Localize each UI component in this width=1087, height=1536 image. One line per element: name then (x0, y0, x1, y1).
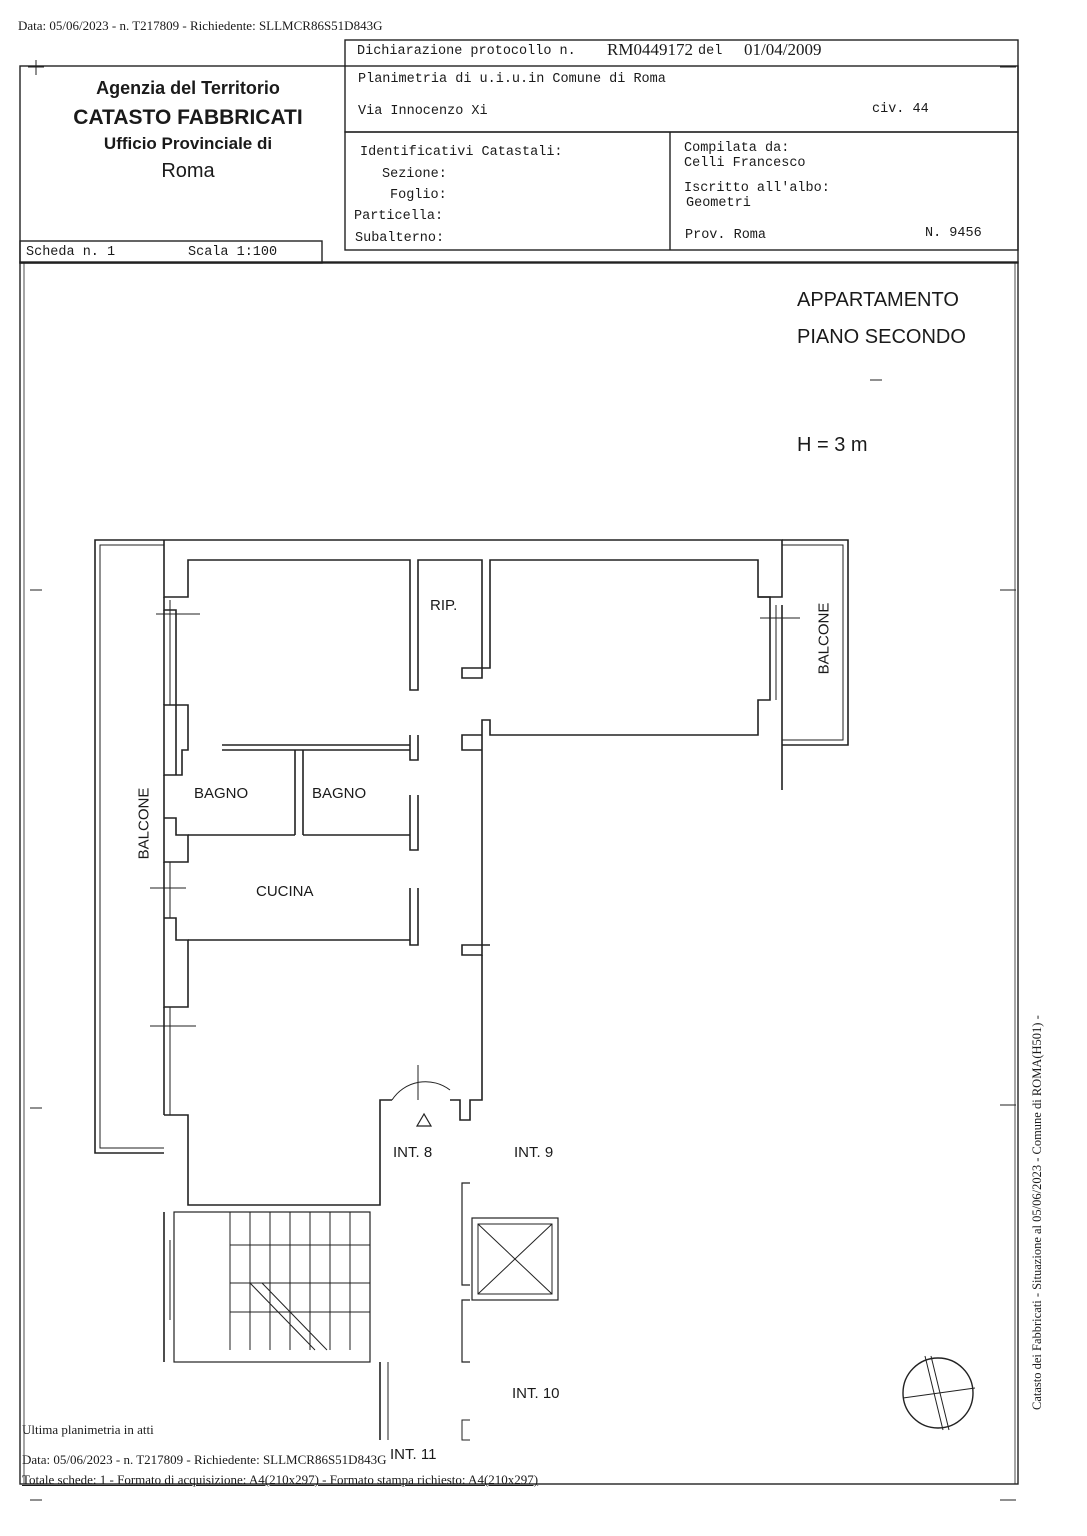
foglio-label: Foglio: (390, 188, 447, 203)
exterior-wall-left (164, 597, 188, 775)
protocol-number: RM0449172 (607, 40, 693, 59)
albo-label: Iscritto all'albo: (684, 181, 830, 196)
prov-label: Prov. Roma (685, 228, 767, 243)
agency-name: Agenzia del Territorio (96, 78, 280, 98)
header-meta: Data: 05/06/2023 - n. T217809 - Richiedente: SLLMCR86S51D843G (18, 18, 383, 33)
footer-data-line: Data: 05/06/2023 - n. T217809 - Richiedente: SLLMCR86S51D843G (22, 1452, 387, 1467)
compilata-label: Compilata da: (684, 141, 790, 156)
footer-totale-line: Totale schede: 1 - Formato di acquisizione: A4(210x297) - Formato stampa richiesto: A4(210x297) (22, 1472, 539, 1487)
left-balcony-outline (95, 540, 164, 1153)
protocol-label: Dichiarazione protocollo n. (357, 44, 576, 59)
compilata-name: Celli Francesco (684, 156, 806, 171)
unit-label-int-10: INT. 10 (512, 1385, 560, 1402)
plan-title-line2: PIANO SECONDO (797, 326, 966, 348)
ceiling-height: H = 3 m (797, 434, 868, 456)
unit-label-int-9: INT. 9 (514, 1144, 554, 1161)
comune-line: Planimetria di u.i.u.in Comune di Roma (358, 72, 666, 87)
room-label-balcone-right: BALCONE (815, 602, 833, 675)
sezione-label: Sezione: (382, 167, 447, 182)
protocol-del: del (698, 44, 723, 59)
room-label-bagno-1: BAGNO (194, 785, 249, 802)
north-arrow-icon (903, 1356, 975, 1430)
plan-title-line1: APPARTAMENTO (797, 289, 959, 311)
room-label-bagno-2: BAGNO (312, 785, 367, 802)
agency-office: Ufficio Provinciale di (103, 134, 273, 153)
albo-number: N. 9456 (925, 226, 982, 241)
subalterno-label: Subalterno: (355, 231, 445, 246)
room-label-balcone-left: BALCONE (135, 787, 153, 860)
elevator-shaft-icon (472, 1218, 558, 1300)
particella-label: Particella: (354, 209, 444, 224)
identificativi-title: Identificativi Catastali: (360, 145, 563, 160)
footer-ultima: Ultima planimetria in atti (22, 1422, 154, 1437)
street-address: Via Innocenzo Xi (358, 104, 488, 119)
albo-value: Geometri (686, 196, 751, 211)
civic-number: civ. 44 (872, 102, 929, 117)
room-label-cucina: CUCINA (256, 883, 314, 900)
unit-label-int-11: INT. 11 (390, 1446, 437, 1463)
scheda-label: Scheda n. 1 (26, 245, 116, 260)
scale-label: Scala 1:100 (188, 245, 278, 260)
unit-label-int-8: INT. 8 (393, 1144, 433, 1161)
side-note: Catasto dei Fabbricati - Situazione al 05/06/2023 - Comune di ROMA(H501) - (1030, 1015, 1044, 1410)
agency-catasto: CATASTO FABBRICATI (73, 106, 303, 129)
exterior-wall-top (164, 540, 782, 690)
entrance-arrow-icon (417, 1114, 431, 1126)
agency-city: Roma (161, 160, 215, 182)
room-label-rip: RIP. (430, 597, 458, 614)
protocol-date: 01/04/2009 (744, 40, 822, 59)
